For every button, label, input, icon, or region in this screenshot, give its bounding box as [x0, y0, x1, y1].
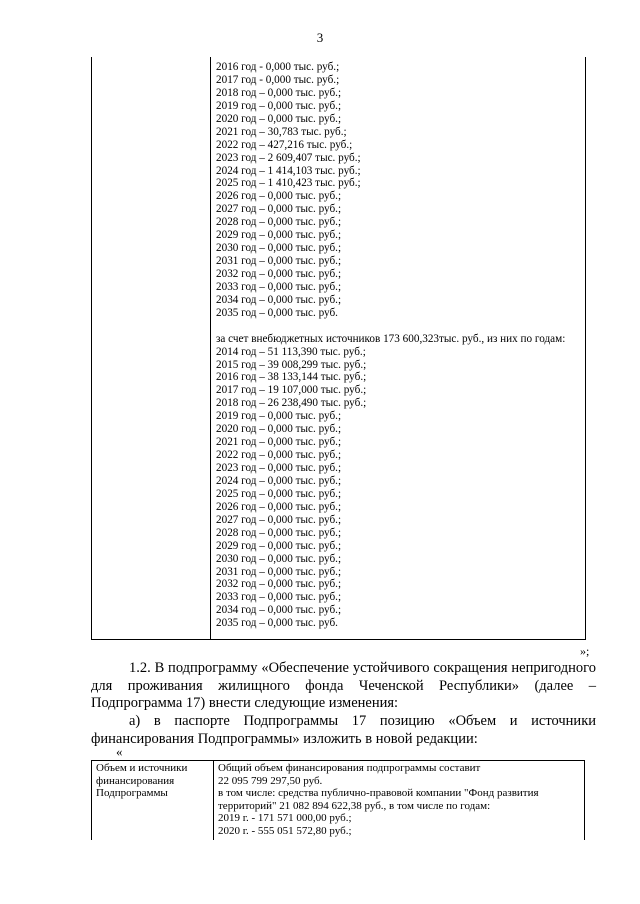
year-amount-line: 2030 год – 0,000 тыс. руб.; — [216, 552, 342, 565]
funding-total-amount: 22 095 799 297,50 руб. — [218, 774, 323, 787]
year-amount-line: 2028 год – 0,000 тыс. руб.; — [216, 216, 342, 229]
year-amount-line: 2034 год – 0,000 тыс. руб.; — [216, 604, 342, 617]
year-amount-line: 2022 год – 427,216 тыс. руб.; — [216, 138, 353, 151]
year-amount-line: 2019 год – 0,000 тыс. руб.; — [216, 99, 342, 112]
year-amount-line: 2014 год – 51 113,390 тыс. руб.; — [216, 345, 366, 358]
year-amount-line: 2035 год – 0,000 тыс. руб. — [216, 617, 338, 630]
blank-line — [216, 320, 582, 333]
year-amount-line: 2030 год – 0,000 тыс. руб.; — [216, 242, 342, 255]
year-amount-line: 2035 год – 0,000 тыс. руб. — [216, 306, 338, 319]
year-amount-line: 2017 год - 0,000 тыс. руб.; — [216, 73, 340, 86]
year-amount-line: 2020 год – 0,000 тыс. руб.; — [216, 112, 342, 125]
funding-label-cell: Объем и источники финансирования Подпрограммы — [96, 762, 188, 799]
funding-by-year-cell — [216, 61, 582, 630]
opening-quote: « — [116, 744, 123, 759]
year-amount-line: 2031 год – 0,000 тыс. руб.; — [216, 255, 342, 268]
year-amount-line: 2034 год – 0,000 тыс. руб.; — [216, 293, 342, 306]
amendment-paragraph-1-2: 1.2. В подпрограмму «Обеспечение устойчивого сокращения непригодного для проживания жилищного фонда Чеченской Республики» (далее – Подпрограмма 17) внести следующие изменения: — [91, 660, 596, 712]
year-amount-line: 2033 год – 0,000 тыс. руб.; — [216, 591, 342, 604]
funding-value-cell — [218, 762, 580, 837]
year-amount-line: 2015 год – 39 008,299 тыс. руб.; — [216, 358, 367, 371]
funding-total-line: Общий объем финансирования подпрограммы составит — [218, 762, 481, 774]
amendment-paragraph-a: а) в паспорте Подпрограммы 17 позицию «Объем и источники финансирования Подпрограммы» изложить в новой редакции: — [91, 713, 596, 747]
offbudget-intro: за счет внебюджетных источников 173 600,323тыс. руб., из них по годам: — [216, 332, 566, 345]
year-amount-line: 2033 год – 0,000 тыс. руб.; — [216, 280, 342, 293]
year-amount-line: 2026 год – 0,000 тыс. руб.; — [216, 500, 342, 513]
year-amount-line: 2029 год – 0,000 тыс. руб.; — [216, 539, 342, 552]
year-amount-line: 2026 год – 0,000 тыс. руб.; — [216, 190, 342, 203]
year-amount-line: 2022 год – 0,000 тыс. руб.; — [216, 449, 342, 462]
funding-year-line: 2019 г. - 171 571 000,00 руб.; — [218, 812, 352, 824]
year-amount-line: 2029 год – 0,000 тыс. руб.; — [216, 229, 342, 242]
year-amount-line: 2016 год - 0,000 тыс. руб.; — [216, 61, 340, 73]
year-amount-line: 2021 год – 30,783 тыс. руб.; — [216, 125, 347, 138]
budget-year-lines — [216, 61, 582, 320]
year-amount-line: 2024 год – 1 414,103 тыс. руб.; — [216, 164, 361, 177]
offbudget-year-lines — [216, 346, 582, 631]
passport-funding-table — [91, 760, 585, 840]
year-amount-line: 2018 год – 26 238,490 тыс. руб.; — [216, 397, 367, 410]
year-amount-line: 2016 год – 38 133,144 тыс. руб.; — [216, 371, 367, 384]
page-number: 3 — [316, 30, 324, 45]
year-amount-line: 2018 год – 0,000 тыс. руб.; — [216, 86, 342, 99]
year-amount-line: 2023 год – 0,000 тыс. руб.; — [216, 462, 342, 475]
year-amount-line: 2020 год – 0,000 тыс. руб.; — [216, 423, 342, 436]
year-amount-line: 2019 год – 0,000 тыс. руб.; — [216, 410, 342, 423]
funding-table-continued — [91, 57, 586, 640]
year-amount-line: 2025 год – 1 410,423 тыс. руб.; — [216, 177, 361, 190]
column-divider — [210, 57, 211, 639]
closing-quote: »; — [580, 644, 590, 658]
year-amount-line: 2021 год – 0,000 тыс. руб.; — [216, 436, 342, 449]
column-divider — [213, 761, 214, 840]
year-amount-line: 2032 год – 0,000 тыс. руб.; — [216, 578, 342, 591]
year-amount-line: 2024 год – 0,000 тыс. руб.; — [216, 474, 342, 487]
year-amount-line: 2025 год – 0,000 тыс. руб.; — [216, 487, 342, 500]
year-amount-line: 2017 год – 19 107,000 тыс. руб.; — [216, 384, 367, 397]
funding-year-line: 2020 г. - 555 051 572,80 руб.; — [218, 824, 352, 837]
year-amount-line: 2032 год – 0,000 тыс. руб.; — [216, 268, 342, 280]
year-amount-line: 2027 год – 0,000 тыс. руб.; — [216, 203, 342, 216]
year-amount-line: 2028 год – 0,000 тыс. руб.; — [216, 526, 342, 539]
year-amount-line: 2031 год – 0,000 тыс. руб.; — [216, 565, 342, 578]
year-amount-line: 2027 год – 0,000 тыс. руб.; — [216, 513, 342, 526]
funding-fund-line: в том числе: средства публично-правовой компании "Фонд развития территорий" 21 082 894 622,38 руб., в том числе по годам: — [218, 787, 539, 812]
year-amount-line: 2023 год – 2 609,407 тыс. руб.; — [216, 151, 361, 164]
